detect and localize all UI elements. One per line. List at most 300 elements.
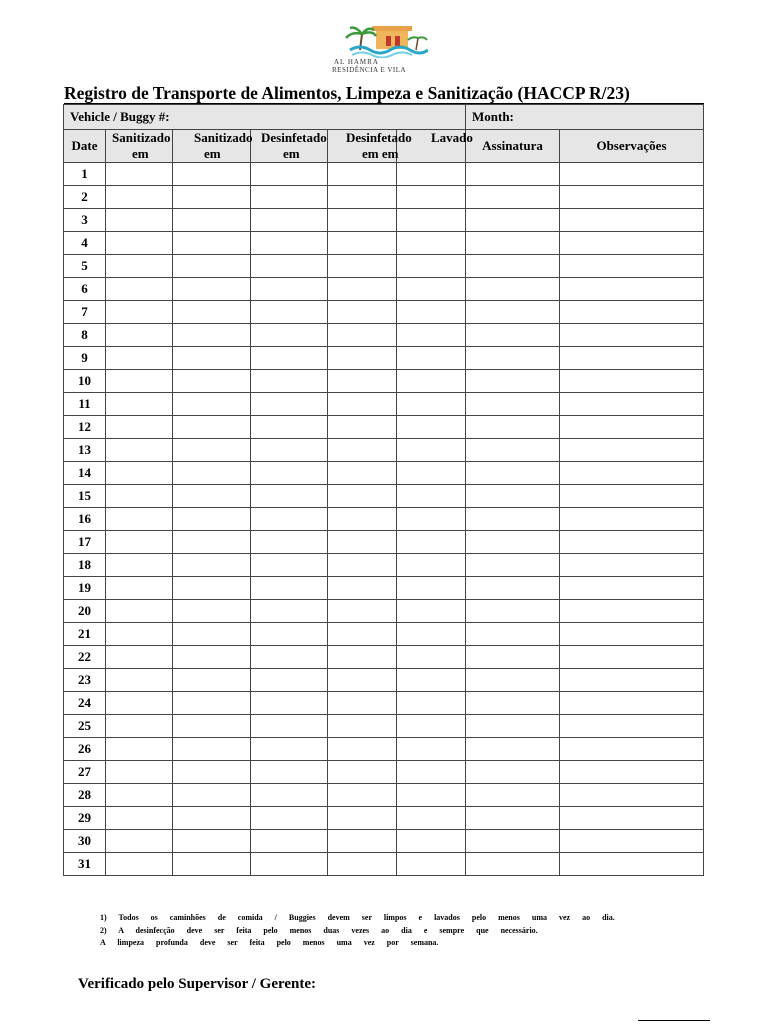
assinatura-cell[interactable] [466,393,560,416]
day-number: 16 [64,508,106,531]
observacoes-cell[interactable] [560,186,704,209]
desinfetado-2-cell[interactable] [328,186,397,209]
observacoes-cell[interactable] [560,278,704,301]
observacoes-cell[interactable] [560,232,704,255]
desinfetado-1-cell[interactable] [251,232,328,255]
day-number: 22 [64,646,106,669]
table-row [64,439,704,462]
table-row [64,163,704,186]
lavado-cell[interactable] [397,623,466,646]
observacoes-cell[interactable] [560,807,704,830]
observacoes-cell[interactable] [560,163,704,186]
desinfetado-2-cell[interactable] [328,416,397,439]
assinatura-cell[interactable] [466,738,560,761]
desinfetado-2-cell[interactable] [328,853,397,876]
sanitizado-2-cell[interactable] [173,462,251,485]
col-assinatura-header: Assinatura [466,130,560,163]
assinatura-cell[interactable] [466,508,560,531]
sanitizado-1-cell[interactable] [106,324,173,347]
assinatura-cell[interactable] [466,830,560,853]
observacoes-cell[interactable] [560,554,704,577]
sanitizado-2-cell[interactable] [173,393,251,416]
observacoes-cell[interactable] [560,738,704,761]
lavado-cell[interactable] [397,301,466,324]
col-desinfetado-2-header [328,130,412,163]
assinatura-cell[interactable] [466,462,560,485]
assinatura-cell[interactable] [466,347,560,370]
lavado-cell[interactable] [397,347,466,370]
sanitizado-1-cell[interactable] [106,784,173,807]
sanitizado-1-cell[interactable] [106,761,173,784]
desinfetado-2-cell[interactable] [328,715,397,738]
desinfetado-2-cell[interactable] [328,232,397,255]
desinfetado-2-cell[interactable] [328,761,397,784]
sanitizado-2-cell[interactable] [173,416,251,439]
desinfetado-2-cell[interactable] [328,646,397,669]
lavado-cell[interactable] [397,577,466,600]
signature-line[interactable] [638,1020,710,1021]
observacoes-cell[interactable] [560,508,704,531]
col-sanitizado-1-header [106,130,173,163]
observacoes-cell[interactable] [560,255,704,278]
desinfetado-1-cell[interactable] [251,669,328,692]
sanitizado-1-cell[interactable] [106,623,173,646]
month-label: Month: [472,109,514,124]
desinfetado-1-cell[interactable] [251,830,328,853]
observacoes-cell[interactable] [560,416,704,439]
lavado-cell[interactable] [397,554,466,577]
sanitizado-2-cell[interactable] [173,209,251,232]
sanitizado-2-cell[interactable] [173,163,251,186]
assinatura-cell[interactable] [466,853,560,876]
sanitizado-2-cell[interactable] [173,554,251,577]
sanitizado-2-cell[interactable] [173,692,251,715]
day-number: 5 [64,255,106,278]
desinfetado-1-cell[interactable] [251,186,328,209]
sanitizado-1-cell[interactable] [106,554,173,577]
assinatura-cell[interactable] [466,232,560,255]
day-number: 14 [64,462,106,485]
assinatura-cell[interactable] [466,669,560,692]
observacoes-cell[interactable] [560,715,704,738]
assinatura-cell[interactable] [466,531,560,554]
note-1: 1) Todos os caminhões de comida / Buggies devem ser limpos e lavados pelo menos uma vez ao dia. [100,913,615,922]
desinfetado-1-cell[interactable] [251,393,328,416]
assinatura-cell[interactable] [466,485,560,508]
assinatura-cell[interactable] [466,186,560,209]
desinfetado-2-cell[interactable] [328,577,397,600]
sanitizado-1-cell[interactable] [106,508,173,531]
table-row [64,715,704,738]
observacoes-cell[interactable] [560,324,704,347]
desinfetado-2-cell[interactable] [328,255,397,278]
lavado-cell[interactable] [397,393,466,416]
vehicle-month-row [64,105,704,130]
day-number: 21 [64,623,106,646]
col-desinfetado-1-header [251,130,328,163]
table-row [64,278,704,301]
lavado-cell[interactable] [397,715,466,738]
assinatura-cell[interactable] [466,439,560,462]
sanitizado-2-cell[interactable] [173,761,251,784]
desinfetado-1-cell[interactable] [251,163,328,186]
lavado-cell[interactable] [397,646,466,669]
desinfetado-1-cell[interactable] [251,255,328,278]
col-sanitizado-2-header [173,130,251,163]
assinatura-cell[interactable] [466,784,560,807]
lavado-cell[interactable] [397,209,466,232]
observacoes-cell[interactable] [560,646,704,669]
sanitizado-1-cell[interactable] [106,370,173,393]
sanitizado-1-cell[interactable] [106,715,173,738]
observacoes-cell[interactable] [560,577,704,600]
desinfetado-2-cell[interactable] [328,462,397,485]
lavado-cell[interactable] [397,531,466,554]
assinatura-cell[interactable] [466,807,560,830]
desinfetado-2-cell[interactable] [328,807,397,830]
sanitizado-2-cell[interactable] [173,830,251,853]
sanitizado-2-cell[interactable] [173,853,251,876]
day-number: 2 [64,186,106,209]
assinatura-cell[interactable] [466,301,560,324]
lavado-cell[interactable] [397,600,466,623]
observacoes-cell[interactable] [560,853,704,876]
lavado-cell[interactable] [397,669,466,692]
lavado-cell[interactable] [397,278,466,301]
day-number: 31 [64,853,106,876]
desinfetado-1-cell[interactable] [251,508,328,531]
desinfetado-2-cell[interactable] [328,393,397,416]
sanitizado-1-cell[interactable] [106,416,173,439]
lavado-cell[interactable] [397,324,466,347]
lavado-cell[interactable] [397,416,466,439]
day-number: 10 [64,370,106,393]
day-number: 29 [64,807,106,830]
sanitizado-1-cell[interactable] [106,301,173,324]
desinfetado-2-cell[interactable] [328,738,397,761]
day-number: 6 [64,278,106,301]
lavado-cell[interactable] [397,163,466,186]
day-number: 27 [64,761,106,784]
table-row [64,669,704,692]
desinfetado-1-cell[interactable] [251,784,328,807]
desinfetado-2-cell[interactable] [328,278,397,301]
observacoes-cell[interactable] [560,370,704,393]
sanitizado-1-cell[interactable] [106,232,173,255]
day-number: 20 [64,600,106,623]
observacoes-cell[interactable] [560,531,704,554]
assinatura-cell[interactable] [466,278,560,301]
month-field[interactable] [466,105,704,130]
desinfetado-2-cell[interactable] [328,163,397,186]
sanitizado-2-cell[interactable] [173,255,251,278]
table-row [64,209,704,232]
table-row [64,623,704,646]
observacoes-cell[interactable] [560,209,704,232]
col-lavado-label: Lavado [431,130,473,145]
sanitizado-2-cell[interactable] [173,600,251,623]
table-row [64,508,704,531]
sanitizado-1-cell[interactable] [106,485,173,508]
desinfetado-2-cell[interactable] [328,554,397,577]
sanitizado-1-cell[interactable] [106,853,173,876]
table-row [64,738,704,761]
sanitizado-2-cell[interactable] [173,186,251,209]
sanitizado-1-cell[interactable] [106,738,173,761]
col-sanitizado-2-line1: Sanitizado [194,130,253,145]
table-row [64,485,704,508]
desinfetado-2-cell[interactable] [328,623,397,646]
table-row [64,577,704,600]
day-number: 15 [64,485,106,508]
col-lavado-header [397,130,473,163]
table-row [64,324,704,347]
desinfetado-1-cell[interactable] [251,485,328,508]
desinfetado-1-cell[interactable] [251,347,328,370]
sanitizado-1-cell[interactable] [106,646,173,669]
observacoes-cell[interactable] [560,623,704,646]
assinatura-cell[interactable] [466,600,560,623]
sanitizado-2-cell[interactable] [173,784,251,807]
notes [100,912,615,950]
desinfetado-1-cell[interactable] [251,646,328,669]
day-number: 13 [64,439,106,462]
column-header-row [64,130,704,163]
vehicle-buggy-label: Vehicle / Buggy #: [70,109,170,124]
table-row [64,853,704,876]
col-sanitizado-1-line1: Sanitizado [112,130,171,145]
desinfetado-1-cell[interactable] [251,370,328,393]
lavado-cell[interactable] [397,761,466,784]
assinatura-cell[interactable] [466,554,560,577]
assinatura-cell[interactable] [466,255,560,278]
transport-log-table [63,104,704,876]
sanitizado-2-cell[interactable] [173,508,251,531]
assinatura-cell[interactable] [466,209,560,232]
desinfetado-2-cell[interactable] [328,301,397,324]
day-number: 8 [64,324,106,347]
desinfetado-1-cell[interactable] [251,301,328,324]
sanitizado-2-cell[interactable] [173,623,251,646]
assinatura-cell[interactable] [466,163,560,186]
desinfetado-1-cell[interactable] [251,715,328,738]
sanitizado-2-cell[interactable] [173,370,251,393]
desinfetado-2-cell[interactable] [328,324,397,347]
desinfetado-1-cell[interactable] [251,623,328,646]
desinfetado-2-cell[interactable] [328,830,397,853]
day-number: 28 [64,784,106,807]
desinfetado-1-cell[interactable] [251,600,328,623]
desinfetado-1-cell[interactable] [251,807,328,830]
sanitizado-2-cell[interactable] [173,577,251,600]
table-row [64,416,704,439]
day-number: 12 [64,416,106,439]
day-number: 25 [64,715,106,738]
desinfetado-2-cell[interactable] [328,600,397,623]
observacoes-cell[interactable] [560,462,704,485]
sanitizado-2-cell[interactable] [173,278,251,301]
sanitizado-1-cell[interactable] [106,255,173,278]
desinfetado-2-cell[interactable] [328,439,397,462]
observacoes-cell[interactable] [560,761,704,784]
observacoes-cell[interactable] [560,830,704,853]
sanitizado-1-cell[interactable] [106,347,173,370]
assinatura-cell[interactable] [466,646,560,669]
sanitizado-1-cell[interactable] [106,163,173,186]
desinfetado-1-cell[interactable] [251,416,328,439]
desinfetado-2-cell[interactable] [328,531,397,554]
sanitizado-1-cell[interactable] [106,278,173,301]
lavado-cell[interactable] [397,784,466,807]
sanitizado-1-cell[interactable] [106,807,173,830]
page-title: Registro de Transporte de Alimentos, Limpeza e Sanitização (HACCP R/23) [64,84,704,105]
assinatura-cell[interactable] [466,324,560,347]
lavado-cell[interactable] [397,738,466,761]
day-number: 26 [64,738,106,761]
table-row [64,186,704,209]
sanitizado-1-cell[interactable] [106,209,173,232]
observacoes-cell[interactable] [560,393,704,416]
desinfetado-2-cell[interactable] [328,370,397,393]
table-row [64,347,704,370]
day-rows [64,163,704,876]
sanitizado-2-cell[interactable] [173,439,251,462]
col-sanitizado-2-line2: em [204,146,221,161]
assinatura-cell[interactable] [466,623,560,646]
desinfetado-2-cell[interactable] [328,692,397,715]
table-row [64,393,704,416]
vehicle-buggy-field[interactable] [64,105,466,130]
lavado-cell[interactable] [397,232,466,255]
desinfetado-2-cell[interactable] [328,347,397,370]
sanitizado-1-cell[interactable] [106,439,173,462]
desinfetado-1-cell[interactable] [251,761,328,784]
assinatura-cell[interactable] [466,370,560,393]
observacoes-cell[interactable] [560,439,704,462]
col-desinfetado-1-line1: Desinfetado [261,130,327,145]
day-number: 24 [64,692,106,715]
day-number: 11 [64,393,106,416]
desinfetado-1-cell[interactable] [251,278,328,301]
table-row [64,301,704,324]
table-row [64,531,704,554]
sanitizado-2-cell[interactable] [173,301,251,324]
sanitizado-1-cell[interactable] [106,692,173,715]
lavado-cell[interactable] [397,255,466,278]
sanitizado-1-cell[interactable] [106,462,173,485]
col-observacoes-header: Observações [560,130,704,163]
assinatura-cell[interactable] [466,416,560,439]
table-row [64,232,704,255]
logo-emblem-icon [342,24,428,58]
desinfetado-1-cell[interactable] [251,324,328,347]
col-date-header: Date [64,130,106,163]
assinatura-cell[interactable] [466,715,560,738]
day-number: 17 [64,531,106,554]
sanitizado-1-cell[interactable] [106,669,173,692]
observacoes-cell[interactable] [560,784,704,807]
sanitizado-2-cell[interactable] [173,324,251,347]
sanitizado-1-cell[interactable] [106,600,173,623]
observacoes-cell[interactable] [560,600,704,623]
desinfetado-1-cell[interactable] [251,692,328,715]
table-row [64,646,704,669]
desinfetado-2-cell[interactable] [328,784,397,807]
desinfetado-1-cell[interactable] [251,554,328,577]
lavado-cell[interactable] [397,830,466,853]
table-row [64,807,704,830]
table-row [64,761,704,784]
lavado-cell[interactable] [397,692,466,715]
day-number: 3 [64,209,106,232]
sanitizado-2-cell[interactable] [173,232,251,255]
desinfetado-1-cell[interactable] [251,209,328,232]
assinatura-cell[interactable] [466,692,560,715]
desinfetado-2-cell[interactable] [328,209,397,232]
logo-text-line1: AL HAMRA [334,58,379,66]
sanitizado-2-cell[interactable] [173,715,251,738]
lavado-cell[interactable] [397,485,466,508]
lavado-cell[interactable] [397,508,466,531]
desinfetado-1-cell[interactable] [251,738,328,761]
sanitizado-2-cell[interactable] [173,807,251,830]
lavado-cell[interactable] [397,462,466,485]
desinfetado-1-cell[interactable] [251,577,328,600]
observacoes-cell[interactable] [560,669,704,692]
note-2: 2) A desinfecção deve ser feita pelo menos duas vezes ao dia e sempre que necessário. [100,925,538,935]
observacoes-cell[interactable] [560,301,704,324]
sanitizado-2-cell[interactable] [173,669,251,692]
desinfetado-2-cell[interactable] [328,485,397,508]
desinfetado-1-cell[interactable] [251,439,328,462]
observacoes-cell[interactable] [560,347,704,370]
sanitizado-2-cell[interactable] [173,738,251,761]
observacoes-cell[interactable] [560,485,704,508]
sanitizado-2-cell[interactable] [173,347,251,370]
day-number: 1 [64,163,106,186]
day-number: 30 [64,830,106,853]
sanitizado-1-cell[interactable] [106,393,173,416]
lavado-cell[interactable] [397,439,466,462]
day-number: 18 [64,554,106,577]
lavado-cell[interactable] [397,370,466,393]
day-number: 23 [64,669,106,692]
sanitizado-2-cell[interactable] [173,646,251,669]
table-row [64,830,704,853]
sanitizado-2-cell[interactable] [173,485,251,508]
sanitizado-1-cell[interactable] [106,531,173,554]
desinfetado-2-cell[interactable] [328,669,397,692]
sanitizado-1-cell[interactable] [106,830,173,853]
sanitizado-1-cell[interactable] [106,577,173,600]
desinfetado-1-cell[interactable] [251,531,328,554]
col-desinfetado-2-line2: em em [362,146,399,161]
sanitizado-1-cell[interactable] [106,186,173,209]
observacoes-cell[interactable] [560,692,704,715]
lavado-cell[interactable] [397,186,466,209]
sanitizado-2-cell[interactable] [173,531,251,554]
table-row [64,554,704,577]
assinatura-cell[interactable] [466,577,560,600]
lavado-cell[interactable] [397,807,466,830]
desinfetado-2-cell[interactable] [328,508,397,531]
logo [330,24,440,78]
desinfetado-1-cell[interactable] [251,462,328,485]
col-desinfetado-1-line2: em [283,146,300,161]
desinfetado-1-cell[interactable] [251,853,328,876]
lavado-cell[interactable] [397,853,466,876]
assinatura-cell[interactable] [466,761,560,784]
